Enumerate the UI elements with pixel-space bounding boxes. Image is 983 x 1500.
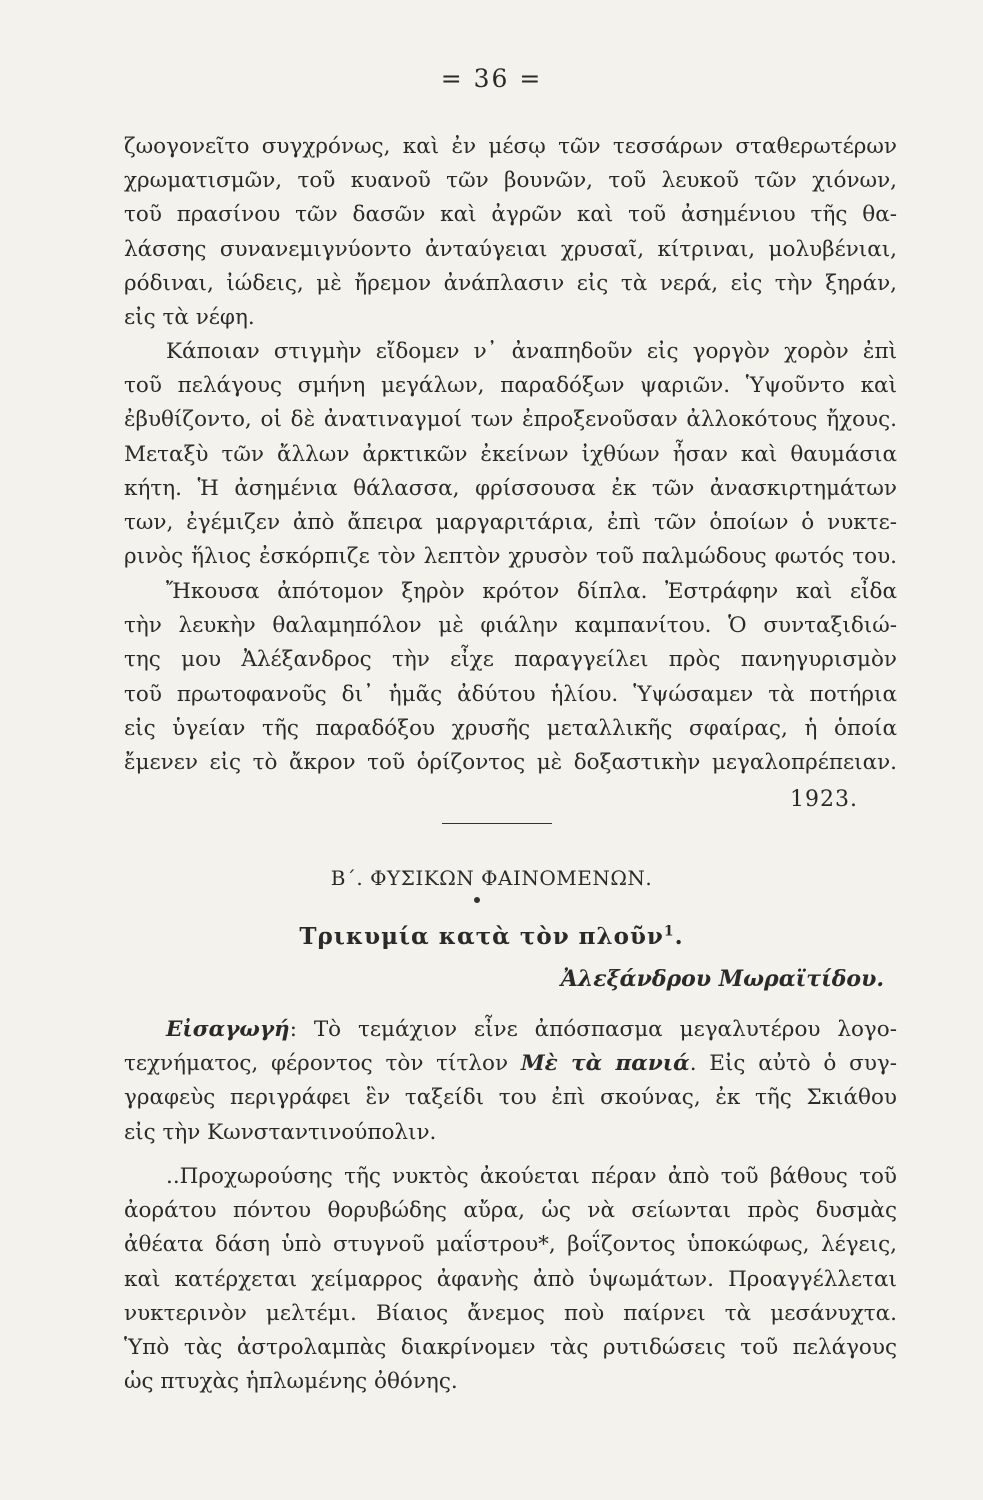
chapter-title-period: . <box>674 923 684 950</box>
dot-ornament <box>474 897 480 903</box>
chapter-title-text: Τρικυμία κατὰ τὸν πλοῦν <box>299 923 664 950</box>
text-line <box>124 1047 897 1081</box>
text-line: ἀθέατα δάση ὑπὸ στυγνοῦ μαΐστρου*, βοΐζοντος ὑποκώφως, λέγεις, <box>124 1232 897 1258</box>
text-line <box>124 1013 897 1047</box>
divider <box>442 823 552 824</box>
paragraph-3 <box>124 575 897 780</box>
footnote-marker: 1 <box>663 923 675 940</box>
text-line: ρινὸς ἥλιος ἐσκόρπιζε τὸν λεπτὸν χρυσὸν τοῦ παλμώδους φωτός του. <box>124 544 897 570</box>
introduction <box>124 1013 897 1150</box>
text-line: εἰς τὰ νέφη. <box>124 304 255 330</box>
text-line: Ὑπὸ τὰς ἀστρολαμπὰς διακρίνομεν τὰς ρυτιδώσεις τοῦ πελάγους <box>124 1334 897 1360</box>
text-line: νυκτερινὸν μελτέμι. Βίαιος ἄνεμος ποὺ παίρνει τὰ μεσάνυχτα. <box>124 1300 897 1326</box>
text-line: ..Προχωρούσης τῆς νυκτὸς ἀκούεται πέραν ἀπὸ τοῦ βάθους τοῦ <box>166 1164 897 1189</box>
date: 1923. <box>790 787 858 812</box>
section-heading: Β΄. ΦΥΣΙΚΩΝ ΦΑΙΝΟΜΕΝΩΝ. <box>330 866 653 890</box>
text-line: καὶ κατέρχεται χείμαρρος ἀφανὴς ἀπὸ ὑψωμάτων. Προαγγέλλεται <box>124 1266 897 1292</box>
book-title: Μὲ τὰ πανιά <box>520 1051 690 1077</box>
text-line: λάσσης συνανεμιγνύοντο ἀνταύγειαι χρυσαῖ, κίτριναι, μολυβένιαι, <box>124 236 897 262</box>
text-line: ζωογονεῖτο συγχρόνως, καὶ ἐν μέσῳ τῶν τεσσάρων σταθερωτέρων <box>124 134 897 159</box>
text-line: τοῦ πελάγους σμήνη μεγάλων, παραδόξων ψαριῶν. Ὑψοῦντο καὶ <box>124 373 897 399</box>
text-line: των, ἐγέμιζεν ἀπὸ ἄπειρα μαργαριτάρια, ἐπὶ τῶν ὁποίων ὁ νυκτε- <box>124 509 897 535</box>
paragraph-1 <box>124 130 897 335</box>
paragraph-4 <box>124 1160 897 1399</box>
text-line: τοῦ πρωτοφανοῦς δι᾽ ἡμᾶς ἀδύτου ἡλίου. Ὑψώσαμεν τὰ ποτήρια <box>124 681 897 707</box>
chapter-title <box>0 923 983 950</box>
page-number: = 36 = <box>440 64 543 93</box>
text-line: ρόδιναι, ἰώδεις, μὲ ἤρεμον ἀνάπλασιν εἰς τὰ νερά, εἰς τὴν ξηράν, <box>124 270 897 296</box>
text-line: ἔμενεν εἰς τὸ ἄκρον τοῦ ὁρίζοντος μὲ δοξαστικὴν μεγαλοπρέπειαν. <box>124 749 897 775</box>
author-name: Ἀλεξάνδρου Μωραϊτίδου. <box>560 966 884 992</box>
intro-text: . Εἰς αὐτὸ ὁ συγ- <box>689 1051 898 1077</box>
text-line: τὴν λευκὴν θαλαμηπόλον μὲ φιάλην καμπανίτου. Ὁ συνταξιδιώ- <box>124 613 897 639</box>
text-line: κήτη. Ἡ ἀσημένια θάλασσα, φρίσσουσα ἐκ τῶν ἀνασκιρτημάτων <box>124 475 897 501</box>
text-line: χρωματισμῶν, τοῦ κυανοῦ τῶν βουνῶν, τοῦ λευκοῦ τῶν χιόνων, <box>124 168 897 194</box>
text-line: της μου Ἀλέξανδρος τὴν εἶχε παραγγείλει πρὸς πανηγυρισμὸν <box>124 647 897 673</box>
text-line: εἰς τὴν Κωνσταντινούπολιν. <box>124 1119 437 1145</box>
intro-text: : Τὸ τεμάχιον εἶνε ἀπόσπασμα μεγαλυτέρου λογο- <box>289 1017 897 1042</box>
text-line: ὡς πτυχὰς ἡπλωμένης ὀθόνης. <box>124 1369 458 1395</box>
text-line: ἀοράτου πόντου θορυβώδης αὔρα, ὡς νὰ σείωνται πρὸς δυσμὰς <box>124 1198 897 1224</box>
text-line: ἐβυθίζοντο, οἱ δὲ ἀνατιναγμοί των ἐπροξενοῦσαν ἀλλοκότους ἤχους. <box>124 407 897 433</box>
text-line: εἰς ὑγείαν τῆς παραδόξου χρυσῆς μεταλλικῆς σφαίρας, ἡ ὁποία <box>124 715 897 741</box>
text-line: γραφεὺς περιγράφει ἓν ταξείδι του ἐπὶ σκούνας, ἐκ τῆς Σκιάθου <box>124 1085 897 1111</box>
text-line: τοῦ πρασίνου τῶν δασῶν καὶ ἀγρῶν καὶ τοῦ ἀσημένιου τῆς θα- <box>124 202 897 228</box>
text-line: Ἤκουσα ἀπότομον ξηρὸν κρότον δίπλα. Ἐστράφην καὶ εἶδα <box>166 579 897 604</box>
intro-text: τεχνήματος, φέροντος τὸν τίτλον <box>124 1051 509 1077</box>
text-line: Μεταξὺ τῶν ἄλλων ἀρκτικῶν ἐκείνων ἰχθύων ἦσαν καὶ θαυμάσια <box>124 441 897 467</box>
paragraph-2 <box>124 335 897 574</box>
intro-label: Εἰσαγωγή <box>166 1017 290 1042</box>
text-line: Κάποιαν στιγμὴν εἴδομεν ν᾽ ἀναπηδοῦν εἰς γοργὸν χορὸν ἐπὶ <box>166 339 897 364</box>
